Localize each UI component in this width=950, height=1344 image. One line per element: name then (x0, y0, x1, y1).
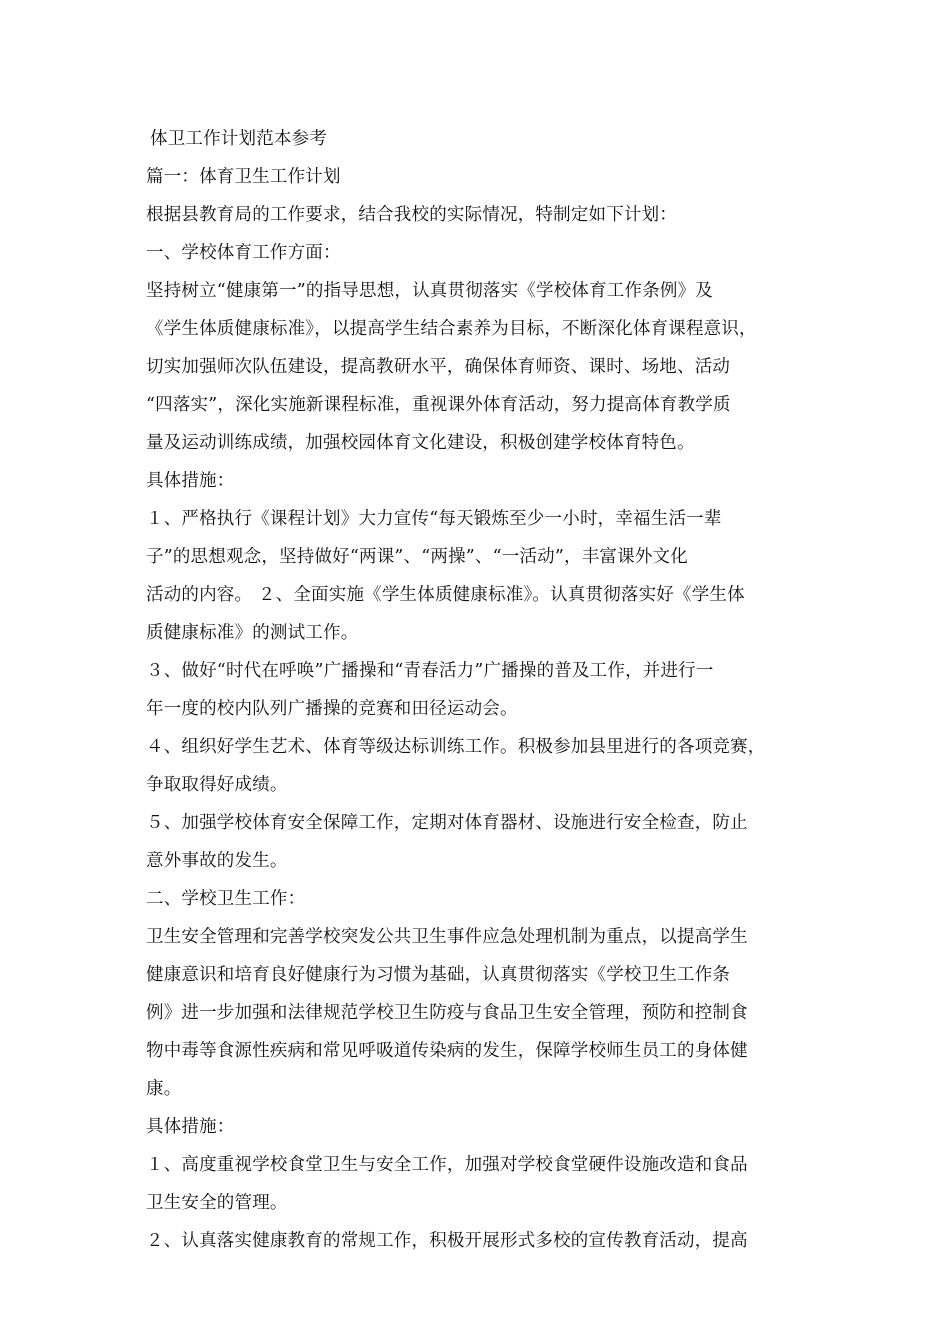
list-item-line: 年一度的校内队列广播操的竞赛和田径运动会。 (146, 699, 518, 719)
document-body (146, 120, 836, 1260)
document-title: 体卫工作计划范本参考 (150, 129, 327, 149)
list-item-line: 意外事故的发生。 (146, 851, 288, 871)
measures-heading: 具体措施： (146, 471, 235, 491)
paragraph-line: 坚持树立“健康第一”的指导思想，认真贯彻落实《学校体育工作条例》及 (146, 281, 713, 301)
list-item-line: 质健康标准》的测试工作。 (146, 623, 359, 643)
list-item-line: 活动的内容。 ２、全面实施《学生体质健康标准》。认真贯彻落实好《学生体 (146, 585, 745, 605)
paragraph-line: “四落实”，深化实施新课程标准，重视课外体育活动，努力提高体育教学质 (146, 395, 731, 415)
list-item-line: １、高度重视学校食堂卫生与安全工作，加强对学校食堂硬件设施改造和食品 (146, 1155, 748, 1175)
list-item-line: ４、组织好学生艺术、体育等级达标训练工作。积极参加县里进行的各项竞赛， (146, 737, 766, 757)
subsection-heading-health: 二、学校卫生工作： (146, 889, 306, 909)
paragraph-line: 根据县教育局的工作要求，结合我校的实际情况，特制定如下计划： (146, 205, 677, 225)
paragraph-line: 物中毒等食源性疾病和常见呼吸道传染病的发生，保障学校师生员工的身体健 (146, 1041, 748, 1061)
measures-heading: 具体措施： (146, 1117, 235, 1137)
section-heading-1: 篇一：体育卫生工作计划 (146, 167, 341, 187)
list-item-line: ５、加强学校体育安全保障工作，定期对体育器材、设施进行安全检查，防止 (146, 813, 748, 833)
paragraph-line: 康。 (146, 1079, 182, 1099)
list-item-line: 争取取得好成绩。 (146, 775, 288, 795)
list-item-line: 卫生安全的管理。 (146, 1193, 288, 1213)
subsection-heading-sports: 一、学校体育工作方面： (146, 243, 341, 263)
paragraph-line: 切实加强师次队伍建设，提高教研水平，确保体育师资、课时、场地、活动 (146, 357, 731, 377)
paragraph-line: 卫生安全管理和完善学校突发公共卫生事件应急处理机制为重点，以提高学生 (146, 927, 748, 947)
list-item-line: １、严格执行《课程计划》大力宣传“每天锻炼至少一小时，幸福生活一辈 (146, 509, 722, 529)
list-item-line: ３、做好“时代在呼唤”广播操和“青春活力”广播操的普及工作，并进行一 (146, 661, 714, 681)
list-item-line: ２、认真落实健康教育的常规工作，积极开展形式多校的宣传教育活动，提高 (146, 1231, 748, 1251)
paragraph-line: 量及运动训练成绩，加强校园体育文化建设，积极创建学校体育特色。 (146, 433, 695, 453)
paragraph-line: 《学生体质健康标准》，以提高学生结合素养为目标，不断深化体育课程意识， (146, 319, 757, 339)
paragraph-line: 例》进一步加强和法律规范学校卫生防疫与食品卫生安全管理，预防和控制食 (146, 1003, 748, 1023)
paragraph-line: 健康意识和培育良好健康行为习惯为基础，认真贯彻落实《学校卫生工作条 (146, 965, 731, 985)
list-item-line: 子”的思想观念，坚持做好“两课”、“两操”、“一活动”，丰富课外文化 (146, 547, 688, 567)
